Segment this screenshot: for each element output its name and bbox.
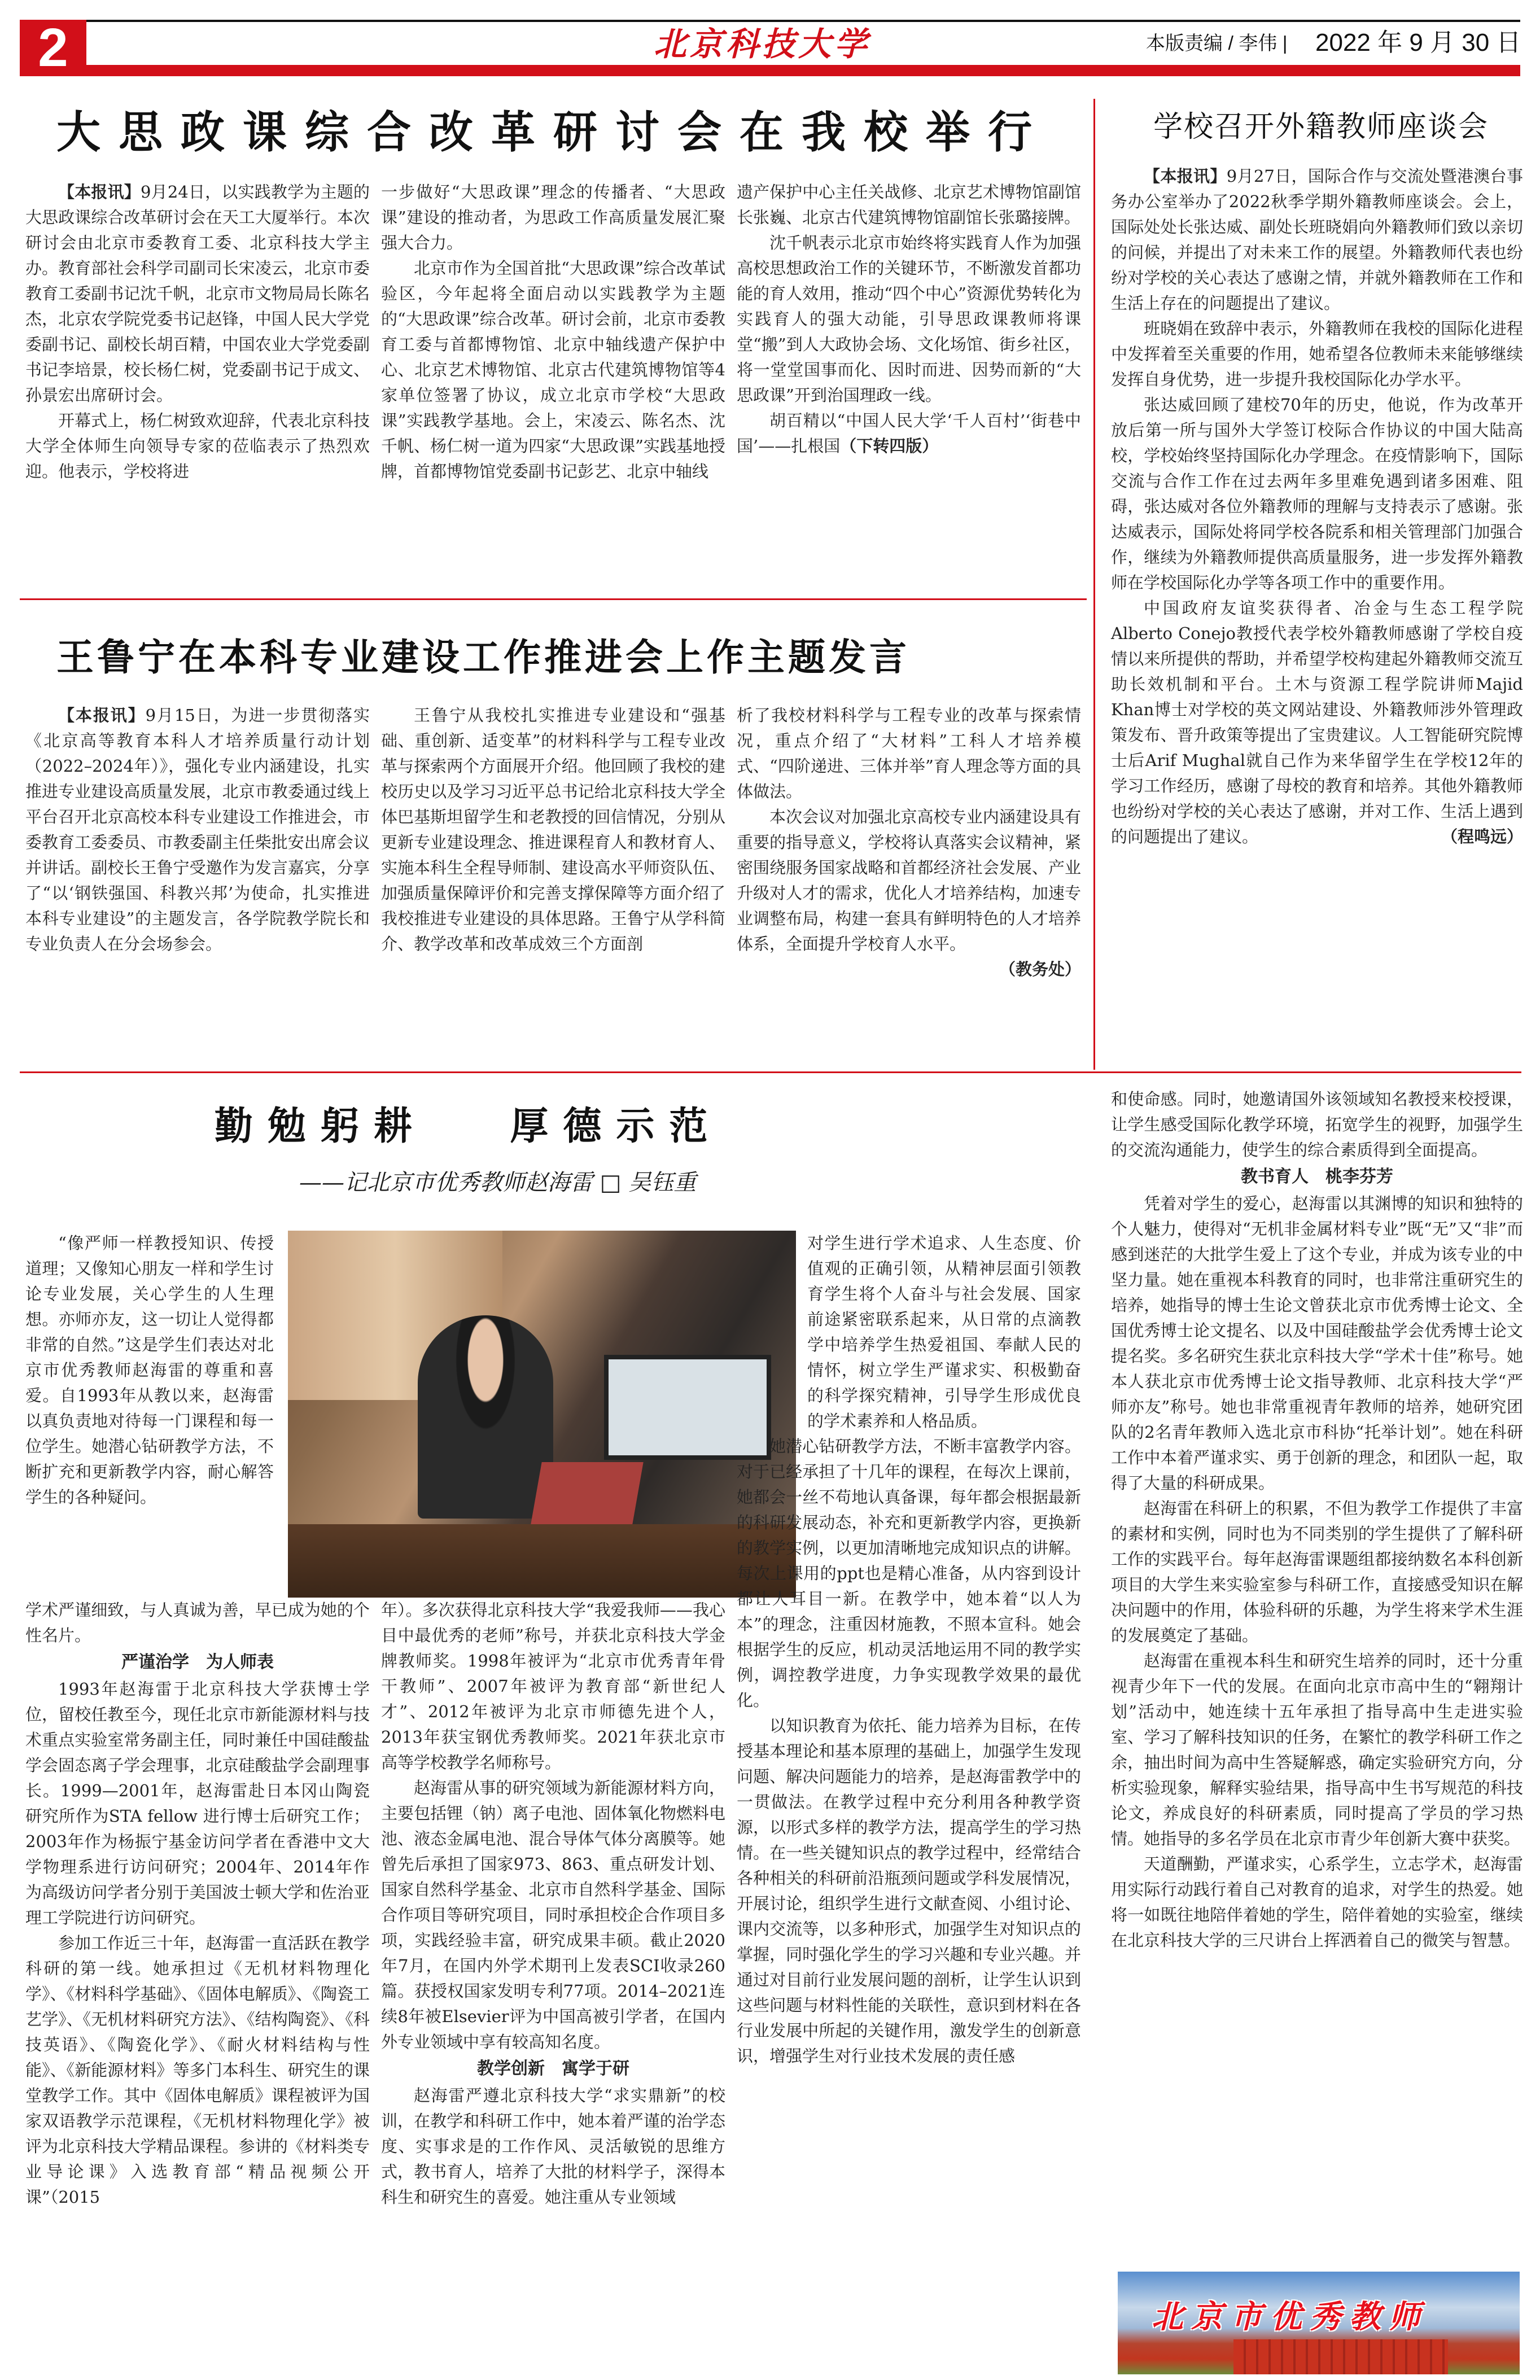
issue-date: 2022 年 9 月 30 日 bbox=[1315, 29, 1521, 56]
feature-paragraph: 1993年赵海雷于北京科技大学获博士学位，留校任教至今，现任北京市新能源材料与技术重点实验室常务副主任，同时兼任中国硅酸盐学会固态离子学会理事，北京硅酸盐学会副理事长。1999—2001年，赵海雷赴日本冈山陶瓷研究所作为STA fellow 进行博士后研究工作；2003年作为杨振宁基金访问学者在香港中文大学物理系进行访问研究；2004年、2014年作为高级访问学者分别于美国波士顿大学和佐治亚理工学院进行访问研究。 bbox=[25, 1679, 370, 1927]
feature-title bbox=[215, 1098, 948, 1154]
feature-paragraph: 和使命感。同时，她邀请国外该领域知名教授来校授课，让学生感受国际化教学环境，拓宽学生的视野，加强学生的交流沟通能力，使学生的综合素质得到全面提高。 bbox=[1111, 1090, 1523, 1160]
article2-paragraph: 班晓娟在致辞中表示，外籍教师在我校的国际化进程中发挥着至关重要的作用，她希望各位教师未来能够继续发挥自身优势，进一步提升我校国际化办学水平。 bbox=[1111, 319, 1523, 389]
feature-paragraph: 赵海雷在科研上的积累，不但为教学工作提供了丰富的素材和实例，同时也为不同类别的学生提供了了解科研工作的实践平台。每年赵海雷课题组都接纳数名本科创新项目的大学生来实验室参与科研工作，直接感受知识在解决问题中的作用，体验科研的乐趣，为学生将来学术生涯的发展奠定了基础。 bbox=[1111, 1499, 1523, 1645]
page-number: 2 bbox=[20, 20, 86, 76]
article1-column-1 bbox=[25, 180, 370, 484]
feature-byline: 吴钰重 bbox=[628, 1170, 697, 1196]
article3-column-2 bbox=[381, 703, 725, 957]
column-divider bbox=[1093, 99, 1095, 1070]
article2-paragraph: 中国政府友谊奖获得者、冶金与生态工程学院Alberto Conejo教授代表学校外籍教师感谢了学校自疫情以来所提供的帮助，并希望学校构建起外籍教师交流互助长效机制和平台。土木与资源工程学院讲师Majid Khan博士对学校的英文网站建设、外籍教师涉外管理政策发布、晋升政策等提出了宝贵建议。人工智能研究院博士后Arif Mughal就自己作为来华留学生在学校12年的学习工作经历，感谢了母校的教育和培养。其他外籍教师也纷纷对学校的关心表达了感谢，并对工作、生活上遇到的问题提出了建议。 bbox=[1111, 598, 1523, 846]
portrait-photo bbox=[288, 1231, 796, 1598]
article2-paragraph: 9月27日，国际合作与交流处暨港澳台事务办公室举办了2022秋季学期外籍教师座谈会。会上，国际处处长张达威、副处长班晓娟向外籍教师们致以亲切的问候，并提出了对未来工作的展望。外籍教师代表也纷纷对学校的关心表达了感谢之情，并就外籍教师在工作和生活上存在的问题提出了建议。 bbox=[1111, 167, 1523, 313]
person-figure bbox=[418, 1315, 553, 1519]
feature-paragraph: 以知识教育为依托、能力培养为目标，在传授基本理论和基本原理的基础上，加强学生发现问题、解决问题能力的培养，是赵海雷教学中的一贯做法。在教学过程中充分利用各种教学资源，以形式多样的教学方法，提高学生的学习热情。在一些关键知识点的教学过程中，经常结合各种相关的科研前沿瓶颈问题或学科发展情况，开展讨论，组织学生进行文献查阅、小组讨论、课内交流等，以多种形式，加强学生对知识点的掌握，同时强化学生的学习兴趣和专业兴趣。并通过对目前行业发展问题的剖析，让学生认识到这些问题与材料性能的关联性，意识到材料在各行业发展中所起的关键作用，激发学生的创新意识，增强学生对行业技术发展的责任感 bbox=[737, 1716, 1081, 2066]
feature-column-2 bbox=[381, 1598, 725, 2210]
article2-paragraph: 张达威回顾了建校70年的历史，他说，作为改革开放后第一所与国外大学签订校际合作协议的中国大陆高校，学校始终坚持国际化办学理念。在疫情影响下，国际交流与合作工作在过去两年多里难免遇到诸多困难、阻碍，张达威对各位外籍教师的理解与支持表示了感谢。张达威表示，国际处将同学校各院系和相关管理部门加强合作，继续为外籍教师提供高质量服务，进一步发挥外籍教师在学校国际化办学等各项工作中的重要作用。 bbox=[1111, 395, 1523, 592]
feature-column-1-top bbox=[25, 1231, 274, 1510]
feature-paragraph: 赵海雷严遵北京科技大学“求实鼎新”的校训，在教学和科研工作中，她本着严谨的治学态度、实事求是的工作作风、灵活敏锐的思维方式，教书育人，培养了大批的材料学子，深得本科生和研究生的喜爱。她注重从专业领域 bbox=[381, 2086, 725, 2207]
feature-paragraph: 学术严谨细致，与人真诚为善，早已成为她的个性名片。 bbox=[25, 1600, 370, 1645]
article1-column-2 bbox=[381, 180, 725, 484]
editor-credit: 本版责编 / 李伟 | bbox=[1146, 33, 1288, 54]
article3-column-1 bbox=[25, 703, 370, 957]
feature-subtitle-line bbox=[299, 1166, 920, 1200]
article1-paragraph: 开幕式上，杨仁树致欢迎辞，代表北京科技大学全体师生向领导专家的莅临表示了热烈欢迎。他表示，学校将进 bbox=[25, 411, 370, 481]
article1-paragraph: 胡百精以“中国人民大学‘千人百村’‘街巷中国’——扎根国 bbox=[737, 411, 1081, 456]
article1-paragraph: 一步做好“大思政课”理念的传播者、“大思政课”建设的推动者，为思政工作高质量发展汇聚强大合力。 bbox=[381, 182, 725, 252]
article1-paragraph: 遗产保护中心主任关战修、北京艺术博物馆副馆长张巍、北京古代建筑博物馆副馆长张璐接牌。 bbox=[737, 182, 1081, 227]
feature-paragraph: 天道酬勤，严谨求实，心系学生，立志学术，赵海雷用实际行动践行着自己对教育的追求，对学生的热爱。她将一如既往地陪伴着她的学生，陪伴着她的实验室，继续在北京科技大学的三尺讲台上挥洒着自己的微笑与智慧。 bbox=[1111, 1854, 1523, 1950]
header-red-band bbox=[86, 65, 1520, 76]
article1-paragraph: 北京市作为全国首批“大思政课”综合改革试验区，今年起将全面启动以实践教学为主题的“大思政课”综合改革。研讨会前，北京市委教育工委与首都博物馆、北京中轴线遗产保护中心、北京艺术博物馆、北京古代建筑博物馆等4家单位签署了协议，成立北京市学校“大思政课”实践教学基地。会上，宋凌云、陈名杰、沈千帆、杨仁树一道为四家“大思政课”实践基地授牌，首都博物馆党委副书记彭艺、北京中轴线 bbox=[381, 259, 725, 481]
feature-paragraph: 赵海雷在重视本科生和研究生培养的同时，还十分重视青少年下一代的发展。在面向北京市高中生的“翱翔计划”活动中，她连续十五年承担了指导高中生走进实验室、学习了解科技知识的任务，在繁忙的教学科研工作之余，抽出时间为高中生答疑解惑，确定实验研究方向，分析实验现象，解释实验结果，指导高中生书写规范的科技论文，养成良好的科研素质，同时提高了学员的学习热情。她指导的多名学员在北京市青少年创新大赛中获奖。 bbox=[1111, 1651, 1523, 1848]
masthead-logo: 北京科技大学 bbox=[653, 25, 870, 63]
feature-paragraph: 对学生进行学术追求、人生态度、价值观的正确引领，从精神层面引领教育学生将个人奋斗与社会发展、国家前途紧密联系起来，从日常的点滴教学中培养学生热爱祖国、奉献人民的情怀，树立学生严谨求实、积极勤奋的科学探究精神，引导学生形成优良的学术素养和人格品质。 bbox=[807, 1233, 1081, 1430]
feature-subtitle: ——记北京市优秀教师赵海雷 bbox=[299, 1170, 593, 1196]
article1-lead: 【本报讯】 bbox=[58, 182, 141, 202]
subheading-2: 教学创新 寓学于研 bbox=[477, 2059, 629, 2079]
feature-title-part1: 勤勉躬耕 bbox=[215, 1104, 427, 1149]
header-top-rule bbox=[86, 20, 1520, 22]
byline-mark: □ bbox=[600, 1170, 622, 1196]
feature-column-4 bbox=[1111, 1087, 1523, 1953]
building bbox=[1233, 2339, 1448, 2374]
feature-paragraph: 赵海雷从事的研究领域为新能源材料方向，主要包括锂（钠）离子电池、固体氧化物燃料电池、液态金属电池、混合导体气体分离膜等。她曾先后承担了国家973、863、重点研发计划、国家自然科学基金、北京市自然科学基金、国际合作项目等研究项目，同时承担校企合作项目多项，实践经验丰富，研究成果丰硕。截止2020年7月，在国内外学术期刊上发表SCI收录260篇。获授权国家发明专利77项。2014–2021连续8年被Elsevier评为中国高被引学者，在国内外专业领域中享有较高知名度。 bbox=[381, 1778, 725, 2051]
desk bbox=[288, 1524, 796, 1598]
section-divider bbox=[20, 598, 1087, 600]
article3-paragraph: 王鲁宁从我校扎实推进专业建设和“强基础、重创新、适变革”的材料科学与工程专业改革与探索两个方面展开介绍。他回顾了我校的建校历史以及学习习近平总书记给北京科技大学全体巴基斯坦留学生和老教授的回信情况，分别从更新专业建设理念、推进课程育人和教材育人、实施本科生全程导师制、建设高水平师资队伍、加强质量保障评价和完善支撑保障等方面介绍了我校推进专业建设的具体思路。王鲁宁从学科简介、教学改革和改革成效三个方面剖 bbox=[381, 706, 725, 953]
article1-title: 大思政课综合改革研讨会在我校举行 bbox=[56, 107, 1051, 158]
beijing-excellent-teacher-banner bbox=[1118, 2272, 1520, 2374]
article1-paragraph: 9月24日，以实践教学为主题的大思政课综合改革研讨会在天工大厦举行。本次研讨会由北京市委教育工委、北京科技大学主办。教育部社会科学司副司长宋凌云，北京市委教育工委副书记沈千帆，北京市文物局局长陈名杰，北京农学院党委书记赵锋，中国人民大学党委副书记、副校长胡百精，中国农业大学党委副书记李培景，校长杨仁树，党委副书记于成文、孙景宏出席研讨会。 bbox=[25, 182, 370, 405]
article1-paragraph: 沈千帆表示北京市始终将实践育人作为加强高校思想政治工作的关键环节，不断激发首都功能的育人效用，推动“四个中心”资源优势转化为实践育人的强大动能，引导思政课教师将课堂“搬”到人大政协会场、文化场馆、街乡社区，将一堂堂国事而化、因时而进、因势而新的“大思政课”开到治国理政一线。 bbox=[737, 233, 1081, 405]
article1-column-3 bbox=[737, 180, 1081, 459]
article2-author: （程鸣远） bbox=[1441, 827, 1523, 846]
continued-note: （下转四版） bbox=[840, 436, 939, 456]
photo-caption-hidden bbox=[292, 1583, 316, 1594]
section-divider-red bbox=[20, 1071, 1521, 1073]
subheading-3: 教书育人 桃李芬芳 bbox=[1241, 1167, 1393, 1187]
feature-paragraph: “像严师一样教授知识、传授道理；又像知心朋友一样和学生讨论专业发展，关心学生的人生理想。亦师亦友，这一切让人觉得都非常的自然。”这是学生们表达对北京市优秀教师赵海雷的尊重和喜爱。自1993年从教以来，赵海雷以真负责地对待每一门课程和每一位学生。她潜心钻研教学方法，不断扩充和更新教学内容，耐心解答学生的各种疑问。 bbox=[25, 1233, 274, 1507]
feature-paragraph: 年）。多次获得北京科技大学“我爱我师——我心目中最优秀的老师”称号，并获北京科技大学金牌教师奖。1998年被评为“北京市优秀青年骨干教师”、2007年被评为教育部“新世纪人才”、2012年被评为北京市师德先进个人，2013年获宝钢优秀教师奖。2021年获北京市高等学校教学名师称号。 bbox=[381, 1600, 725, 1772]
article3-paragraph: 析了我校材料科学与工程专业的改革与探索情况，重点介绍了“大材料”工科人才培养模式、“四阶递进、三体并举”育人理念等方面的具体做法。 bbox=[737, 706, 1081, 801]
feature-paragraph: 参加工作近三十年，赵海雷一直活跃在教学科研的第一线。她承担过《无机材料物理化学》、《材料科学基础》、《固体电解质》、《陶瓷工艺学》、《无机材料研究方法》、《结构陶瓷》、《科技英语》、《陶瓷化学》、《耐火材料结构与性能》、《新能源材料》等多门本科生、研究生的课堂教学工作。其中《固体电解质》课程被评为国家双语教学示范课程，《无机材料物理化学》被评为北京科技大学精品课程。参讲的《材料类专业导论课》入选教育部“精品视频公开课”（2015 bbox=[25, 1933, 370, 2207]
article3-paragraph: 9月15日，为进一步贯彻落实《北京高等教育本科人才培养质量行动计划（2022–2024年）》，强化专业内涵建设，扎实推进专业建设高质量发展，北京市教委通过线上平台召开北京高校本科专业建设工作推进会，市委教育工委委员、市教委副主任柴批安出席会议并讲话。副校长王鲁宁受邀作为发言嘉宾，分享了“以‘钢铁强国、科教兴邦’为使命，扎实推进本科专业建设”的主题发言，各学院教学院长和专业负责人在分会场参会。 bbox=[25, 706, 370, 953]
banner-title: 北京市优秀教师 bbox=[1152, 2298, 1428, 2335]
article3-paragraph: 本次会议对加强北京高校专业内涵建设具有重要的指导意义，学校将认真落实会议精神，紧密围绕服务国家战略和首都经济社会发展、产业升级对人才的需求，优化人才培养结构，加速专业调整布局，构建一套具有鲜明特色的人才培养体系，全面提升学校育人水平。 bbox=[737, 807, 1081, 953]
article3-author: （教务处） bbox=[999, 960, 1081, 979]
article2-body bbox=[1111, 164, 1523, 850]
article3-title: 王鲁宁在本科专业建设工作推进会上作主题发言 bbox=[56, 636, 910, 679]
feature-paragraph: 她潜心钻研教学方法，不断丰富教学内容。对于已经承担了十几年的课程，在每次上课前，她都会一丝不苟地认真备课，每年都会根据最新的科研发展动态，补充和更新教学内容，更换新的教学实例，以更加清晰地完成知识点的讲解。每次上课用的ppt也是精心准备，从内容到设计都让人耳目一新。在教学中，她本着“以人为本”的理念，注重因材施教，不照本宣科。她会根据学生的反应，机动灵活地运用不同的教学实例，调控教学进度，力争实现教学效果的最优化。 bbox=[737, 1437, 1081, 1710]
article3-column-3 bbox=[737, 703, 1081, 982]
feature-paragraph: 凭着对学生的爱心，赵海雷以其渊博的知识和独特的个人魅力，使得对“无机非金属材料专业”既“无”又“非”而感到迷茫的大批学生爱上了这个专业，并成为该专业的中坚力量。她在重视本科教育的同时，也非常注重研究生的培养，她指导的博士生论文曾获北京市优秀博士论文、全国优秀博士论文提名、以及中国硅酸盐学会优秀博士论文提名奖。多名研究生获北京科技大学“学术十佳”称号。她本人获北京市优秀博士论文指导教师、北京科技大学“严师亦友”称号。她也非常重视青年教师的培养，她研究团队的2名青年教师入选北京市科协“托举计划”。她在科研工作中本着严谨求实、勇于创新的理念，和团队一起，取得了大量的科研成果。 bbox=[1111, 1194, 1523, 1493]
subheading-1: 严谨治学 为人师表 bbox=[121, 1652, 274, 1672]
feature-title-part2: 厚德示范 bbox=[510, 1104, 723, 1149]
feature-column-1 bbox=[25, 1598, 370, 2210]
laptop bbox=[531, 1462, 643, 1524]
feature-column-3 bbox=[737, 1231, 1081, 2069]
article3-lead: 【本报讯】 bbox=[58, 706, 146, 725]
article2-title: 学校召开外籍教师座谈会 bbox=[1153, 110, 1489, 144]
article2-lead: 【本报讯】 bbox=[1144, 167, 1227, 186]
